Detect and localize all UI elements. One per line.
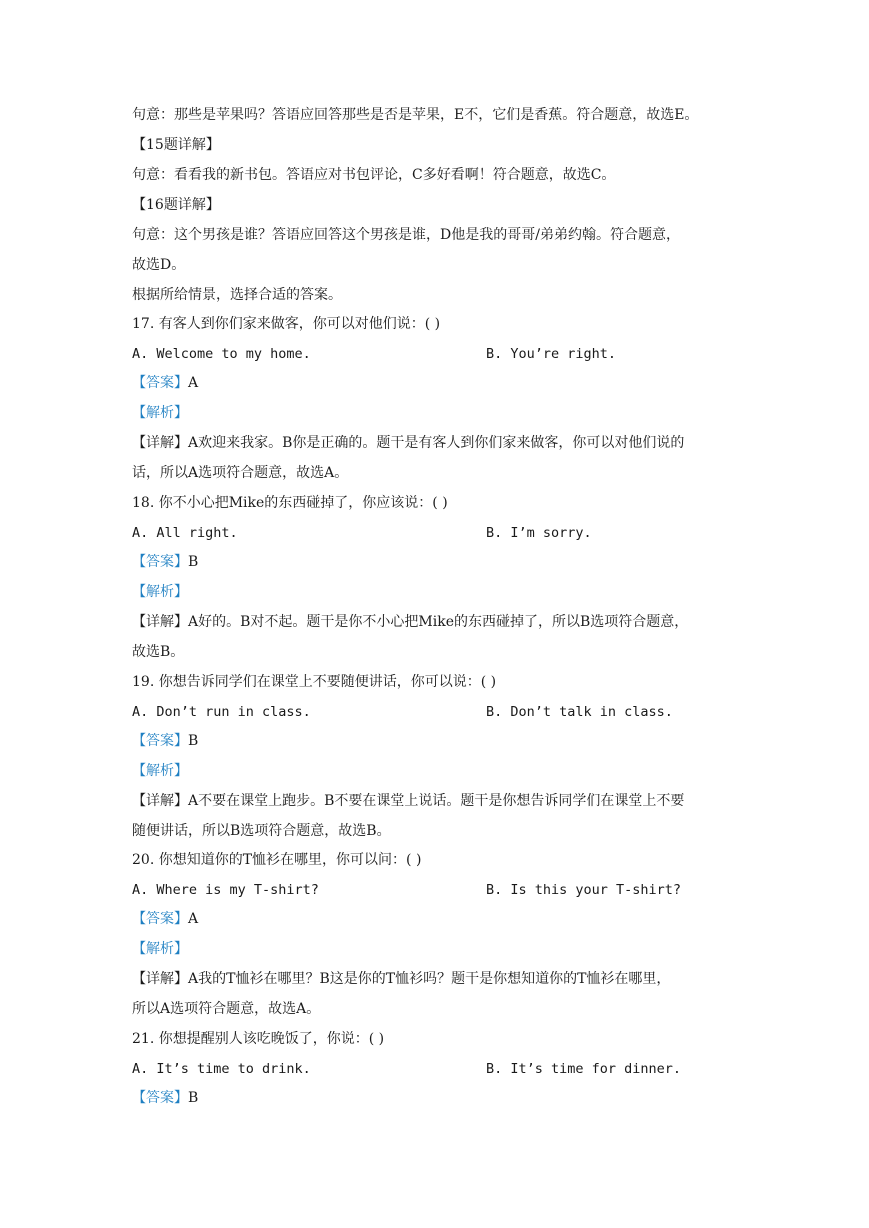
detail-tag: 【详解】 [132,793,188,809]
q17-stem: 17. 有客人到你们家来做客，你可以对他们说：( ) [132,316,441,332]
q20-stem: 20. 你想知道你的T恤衫在哪里，你可以问：( ) [132,852,422,868]
q17-detail-line2: 话，所以A选项符合题意，故选A。 [132,465,349,481]
answer-tag: 【答案】 [132,1090,188,1106]
analysis-tag: 【解析】 [132,405,188,421]
q16-heading: 【16题详解】 [132,197,220,213]
q21-answer [132,1089,198,1107]
q17-detail-line1 [132,434,684,452]
answer-tag: 【答案】 [132,375,188,391]
analysis-tag: 【解析】 [132,584,188,600]
answer-value: B [188,554,199,570]
q18-stem: 18. 你不小心把Mike的东西碰掉了，你应该说：( ) [132,495,448,511]
q21-option-a: A. It’s time to drink. [132,1061,311,1077]
answer-tag: 【答案】 [132,554,188,570]
q15-heading: 【15题详解】 [132,137,220,153]
q20-detail-line1 [132,970,670,988]
q20-option-b: B. Is this your T-shirt? [486,882,682,898]
answer-tag: 【答案】 [132,733,188,749]
detail-text: A欢迎来我家。B你是正确的。题干是有客人到你们家来做客，你可以对他们说的 [188,435,685,451]
q19-answer [132,732,198,750]
q17-analysis-tag [132,404,188,422]
answer-value: A [188,375,199,391]
q18-option-b: B. I’m sorry. [486,525,592,541]
q19-detail-line1 [132,792,684,810]
q18-detail-line1 [132,613,688,631]
q16-analysis-line1: 句意：这个男孩是谁？答语应回答这个男孩是谁，D他是我的哥哥/弟弟约翰。符合题意， [132,227,680,243]
analysis-tag: 【解析】 [132,941,188,957]
q18-option-a: A. All right. [132,525,238,541]
detail-text: A我的T恤衫在哪里？B这是你的T恤衫吗？题干是你想知道你的T恤衫在哪里， [188,971,671,987]
q18-analysis-tag [132,583,188,601]
q14-analysis: 句意：那些是苹果吗？答语应回答那些是否是苹果，E不，它们是香蕉。符合题意，故选E。 [132,107,699,123]
section-instruction: 根据所给情景，选择合适的答案。 [132,287,342,303]
q15-analysis: 句意：看看我的新书包。答语应对书包评论，C多好看啊！符合题意，故选C。 [132,167,616,183]
q17-option-b: B. You’re right. [486,346,617,362]
q19-option-a: A. Don’t run in class. [132,704,311,720]
q18-detail-line2: 故选B。 [132,644,185,660]
analysis-tag: 【解析】 [132,763,188,779]
q19-option-b: B. Don’t talk in class. [486,704,673,720]
answer-value: B [188,733,199,749]
q16-analysis-line2: 故选D。 [132,257,186,273]
answer-value: B [188,1090,199,1106]
detail-tag: 【详解】 [132,435,188,451]
detail-tag: 【详解】 [132,971,188,987]
q18-answer [132,553,198,571]
detail-tag: 【详解】 [132,614,188,630]
q20-option-a: A. Where is my T-shirt? [132,882,319,898]
q20-detail-line2: 所以A选项符合题意，故选A。 [132,1001,321,1017]
q21-option-b: B. It’s time for dinner. [486,1061,682,1077]
answer-value: A [188,911,199,927]
detail-text: A好的。B对不起。题干是你不小心把Mike的东西碰掉了，所以B选项符合题意， [188,614,689,630]
q21-stem: 21. 你想提醒别人该吃晚饭了，你说：( ) [132,1031,385,1047]
q19-analysis-tag [132,762,188,780]
q17-answer [132,374,198,392]
q17-option-a: A. Welcome to my home. [132,346,311,362]
detail-text: A不要在课堂上跑步。B不要在课堂上说话。题干是你想告诉同学们在课堂上不要 [188,793,685,809]
answer-tag: 【答案】 [132,911,188,927]
q19-stem: 19. 你想告诉同学们在课堂上不要随便讲话，你可以说：( ) [132,674,497,690]
q20-answer [132,910,198,928]
q19-detail-line2: 随便讲话，所以B选项符合题意，故选B。 [132,823,391,839]
q20-analysis-tag [132,940,188,958]
